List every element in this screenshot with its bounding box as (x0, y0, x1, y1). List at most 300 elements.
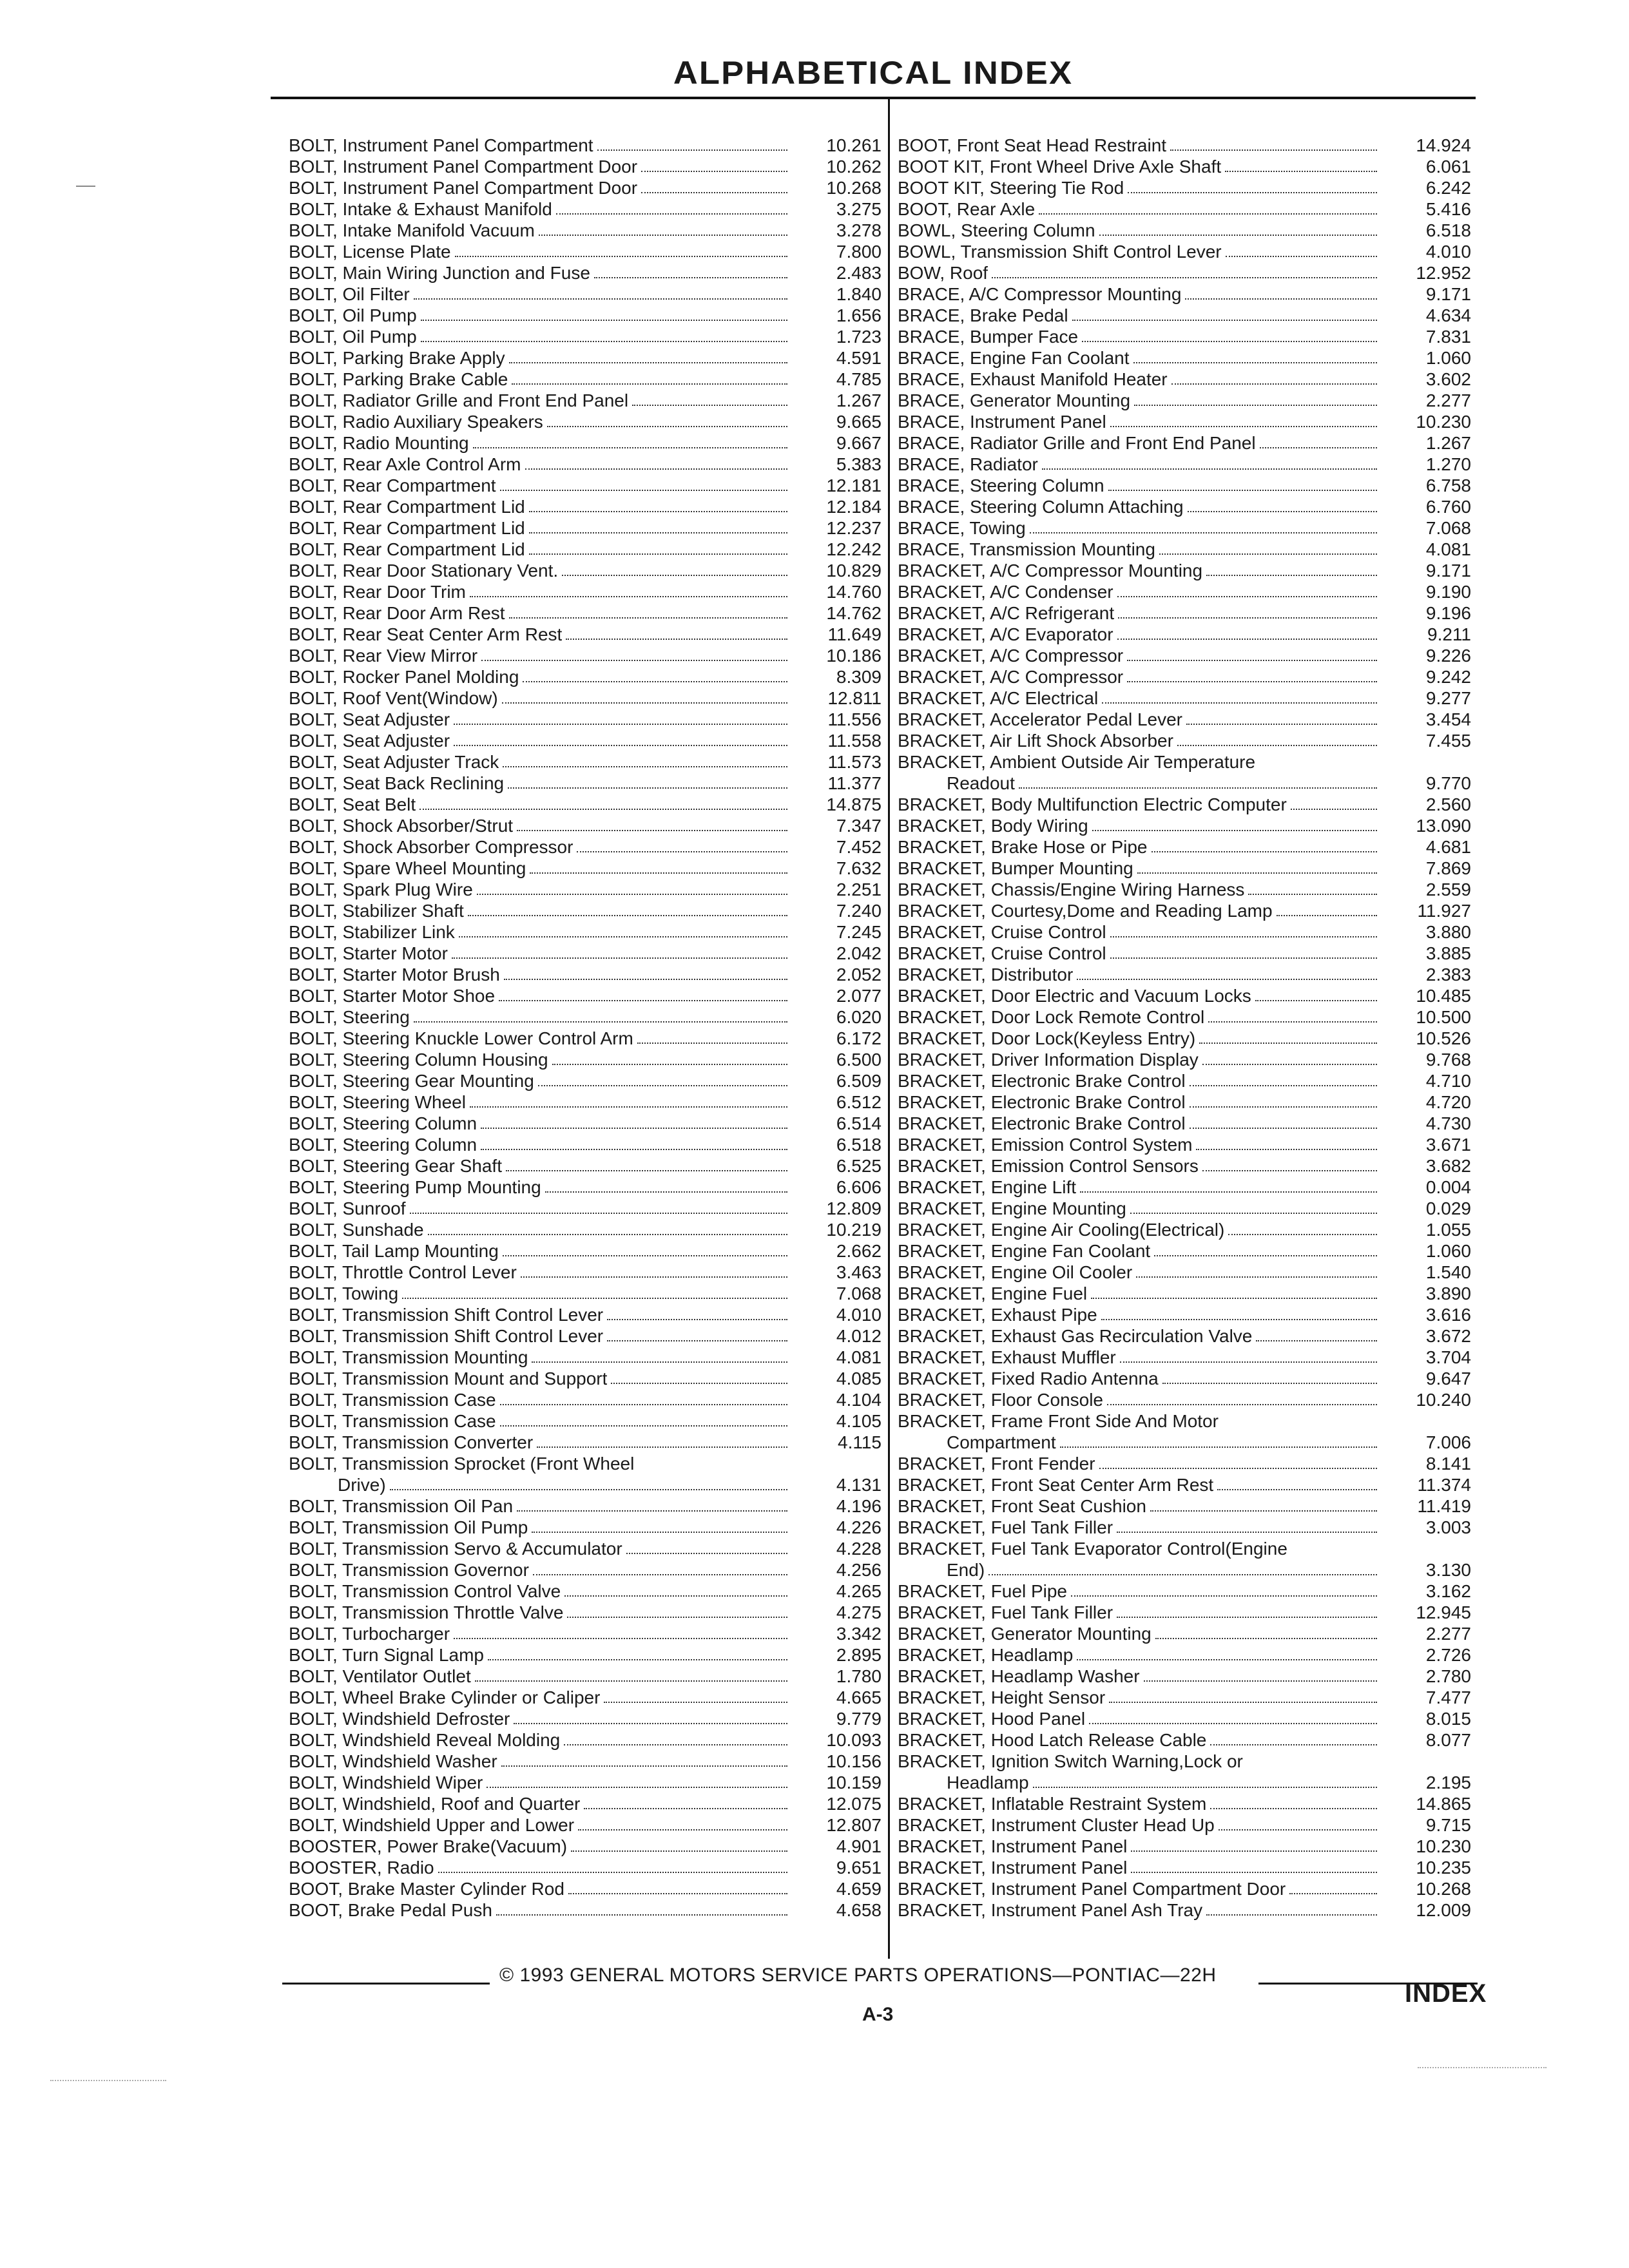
index-column-left (289, 135, 882, 1921)
index-entry-page: 7.240 (836, 901, 882, 921)
index-entry (289, 1368, 882, 1389)
index-entry-label: BRACKET, Bumper Mounting (898, 858, 1133, 878)
index-entry-page: 7.632 (836, 858, 882, 878)
index-entry (898, 794, 1471, 815)
dot-leader (1117, 1532, 1377, 1533)
dot-leader (992, 277, 1377, 278)
index-entry (289, 1304, 882, 1325)
index-entry-page: 6.518 (836, 1135, 882, 1155)
index-entry-label: BOLT, Oil Filter (289, 284, 410, 304)
dot-leader (556, 213, 787, 215)
dot-leader (567, 1617, 787, 1618)
index-entry (898, 730, 1471, 751)
index-entry-label: BOOSTER, Power Brake(Vacuum) (289, 1836, 568, 1856)
index-entry (898, 475, 1471, 496)
index-entry-label: BOLT, Seat Back Reclining (289, 773, 505, 793)
index-entry (289, 1113, 882, 1134)
index-entry-label: BOLT, Seat Adjuster (289, 731, 450, 751)
dot-leader (571, 1850, 787, 1852)
index-entry (289, 921, 882, 943)
dot-leader (1159, 553, 1377, 555)
index-entry (289, 602, 882, 624)
index-entry (289, 262, 882, 284)
index-entry (289, 1389, 882, 1410)
index-entry (898, 1028, 1471, 1049)
dot-leader (1208, 1021, 1377, 1023)
dot-leader (454, 1638, 787, 1639)
index-entry-label: BOOT, Brake Pedal Push (289, 1900, 492, 1920)
index-entry (289, 305, 882, 326)
index-entry-label: BOLT, Transmission Sprocket (Front Wheel (289, 1454, 635, 1474)
index-entry-continuation: Compartment (947, 1432, 1056, 1452)
index-entry-page: 3.342 (836, 1624, 882, 1644)
index-entry-label: BOLT, Turn Signal Lamp (289, 1645, 484, 1665)
index-entry (289, 1262, 882, 1283)
dot-leader (1110, 426, 1377, 427)
index-entry (289, 1283, 882, 1304)
index-entry-page: 10.829 (826, 561, 882, 581)
index-entry (289, 1814, 882, 1836)
index-entry (289, 1432, 882, 1453)
dot-leader (568, 1893, 787, 1894)
index-entry (289, 1793, 882, 1814)
dot-leader (506, 1170, 787, 1171)
index-entry-label: BRACKET, Instrument Panel Compartment Door (898, 1879, 1286, 1899)
index-entry (289, 1325, 882, 1347)
index-entry-page: 8.141 (1425, 1454, 1471, 1474)
index-entry-label: BRACKET, Door Lock(Keyless Entry) (898, 1028, 1196, 1048)
index-entry-page: 1.780 (836, 1666, 882, 1686)
index-entry-label: BOLT, Steering Gear Mounting (289, 1071, 534, 1091)
index-entry-label: BRACKET, A/C Compressor Mounting (898, 561, 1203, 581)
index-entry-page: 3.130 (1425, 1560, 1471, 1580)
index-entry-page: 12.009 (1416, 1900, 1471, 1920)
dot-leader (578, 1829, 787, 1831)
index-entry-page: 7.006 (1425, 1432, 1471, 1452)
dot-leader (607, 1340, 787, 1341)
index-entry (289, 1410, 882, 1432)
index-entry-page: 10.156 (826, 1751, 882, 1771)
dot-leader (1120, 1361, 1377, 1363)
index-entry-page: 7.452 (836, 837, 882, 857)
index-entry-label: BOLT, Oil Pump (289, 327, 417, 347)
dot-leader (1127, 660, 1377, 661)
scan-artifact-mark (50, 2080, 166, 2081)
index-entry-page: 8.077 (1425, 1730, 1471, 1750)
dot-leader (1291, 809, 1377, 810)
index-entry-label: BOLT, Steering Column (289, 1135, 477, 1155)
index-entry (289, 815, 882, 836)
dot-leader (1210, 1744, 1377, 1745)
index-entry-page: 10.186 (826, 646, 882, 666)
dot-leader (1162, 1383, 1377, 1384)
index-entry-label: BOLT, Shock Absorber Compressor (289, 837, 574, 857)
index-entry (289, 539, 882, 560)
index-entry-page: 6.760 (1425, 497, 1471, 517)
dot-leader (523, 681, 787, 682)
index-entry (898, 1219, 1471, 1240)
index-entry (289, 687, 882, 709)
index-entry-page: 9.667 (836, 433, 882, 453)
index-entry-page: 4.634 (1425, 305, 1471, 325)
index-entry-page: 7.869 (1425, 858, 1471, 878)
index-entry-label: BRACKET, Emission Control System (898, 1135, 1193, 1155)
index-entry-label: BRACKET, Body Wiring (898, 816, 1088, 836)
index-entry (289, 1666, 882, 1687)
dot-leader (1127, 681, 1377, 682)
dot-leader (1171, 383, 1377, 385)
dot-leader (1219, 1829, 1377, 1831)
title-rule (271, 97, 1476, 99)
index-entry-page: 4.010 (836, 1305, 882, 1325)
index-entry-page: 3.672 (1425, 1326, 1471, 1346)
dot-leader (1072, 320, 1377, 321)
section-label: INDEX (1405, 1979, 1487, 2008)
index-entry-label: BRACKET, Distributor (898, 965, 1074, 985)
index-entry-page: 4.720 (1425, 1092, 1471, 1112)
dot-leader (517, 830, 787, 831)
index-entry-page: 10.230 (1416, 1836, 1471, 1856)
index-entry-label: BOLT, Transmission Case (289, 1390, 496, 1410)
index-entry-page: 10.240 (1416, 1390, 1471, 1410)
index-entry-page: 6.518 (1425, 220, 1471, 240)
index-entry-page: 9.196 (1425, 603, 1471, 623)
index-entry-page: 13.090 (1416, 816, 1471, 836)
index-entry-label: BRACKET, Frame Front Side And Motor (898, 1411, 1219, 1431)
dot-leader (410, 1213, 787, 1214)
index-entry-label: BOLT, Steering Knuckle Lower Control Arm (289, 1028, 633, 1048)
index-entry-label: BRACKET, Fixed Radio Antenna (898, 1369, 1159, 1389)
index-entry-label: BRACE, Generator Mounting (898, 390, 1131, 410)
index-entry-label: BRACKET, Headlamp (898, 1645, 1074, 1665)
dot-leader (454, 745, 787, 746)
dot-leader (421, 320, 787, 321)
index-entry-label: BOLT, Seat Adjuster Track (289, 752, 499, 772)
dot-leader (1131, 1850, 1377, 1852)
index-entry-page: 2.662 (836, 1241, 882, 1261)
index-entry-label: BRACKET, A/C Evaporator (898, 624, 1113, 644)
index-entry (898, 1602, 1471, 1623)
index-entry-page: 12.952 (1416, 263, 1471, 283)
index-entry-page: 4.730 (1425, 1113, 1471, 1133)
index-entry (289, 156, 882, 177)
dot-leader (1039, 213, 1377, 215)
index-entry-label: BOLT, Rear Compartment Lid (289, 539, 525, 559)
index-entry (289, 730, 882, 751)
index-entry (289, 1772, 882, 1793)
scan-artifact-mark (1418, 2067, 1547, 2068)
dot-leader (1109, 1702, 1377, 1703)
index-entry-page: 11.419 (1417, 1496, 1471, 1516)
index-entry-label: BOLT, Stabilizer Shaft (289, 901, 464, 921)
index-entry-label: BOLT, Steering Column Housing (289, 1050, 548, 1070)
index-entry-label: BOOSTER, Radio (289, 1858, 434, 1878)
index-entry-page: 11.649 (827, 624, 882, 644)
index-entry-label: BOOT KIT, Steering Tie Rod (898, 178, 1124, 198)
index-entry-page: 2.195 (1425, 1773, 1471, 1792)
dot-leader (470, 1106, 787, 1108)
index-entry-label: BOLT, Instrument Panel Compartment (289, 135, 593, 155)
index-entry-label: BRACKET, Exhaust Pipe (898, 1305, 1097, 1325)
index-entry-label: BOLT, Steering (289, 1007, 410, 1027)
index-entry-page: 3.890 (1425, 1283, 1471, 1303)
index-entry-label: BRACE, Instrument Panel (898, 412, 1106, 432)
index-entry-page: 4.659 (836, 1879, 882, 1899)
index-entry (898, 836, 1471, 858)
index-entry-page: 9.211 (1427, 624, 1471, 644)
index-entry (289, 1559, 882, 1581)
index-entry-label: BRACKET, Engine Fuel (898, 1283, 1088, 1303)
index-entry (898, 1666, 1471, 1687)
index-entry (898, 1155, 1471, 1177)
dot-leader (402, 1298, 787, 1299)
index-entry (898, 1793, 1471, 1814)
dot-leader (503, 766, 787, 767)
index-entry-page: 12.811 (827, 688, 882, 708)
index-entry (898, 815, 1471, 836)
dot-leader (421, 341, 787, 342)
dot-leader (468, 915, 787, 916)
index-entry (289, 1602, 882, 1623)
dot-leader (1154, 1255, 1377, 1256)
index-entry (898, 347, 1471, 369)
index-entry-label: BRACKET, Air Lift Shock Absorber (898, 731, 1173, 751)
index-entry-page: 7.245 (836, 922, 882, 942)
index-entry-page: 8.309 (836, 667, 882, 687)
index-entry (898, 1177, 1471, 1198)
index-entry-page: 1.723 (836, 327, 882, 347)
dot-leader (1217, 1489, 1377, 1490)
index-entry-page: 2.560 (1425, 794, 1471, 814)
index-entry-label: BOLT, Seat Belt (289, 794, 416, 814)
index-entry-label: BRACKET, Floor Console (898, 1390, 1104, 1410)
index-entry (289, 1177, 882, 1198)
dot-leader (454, 724, 787, 725)
index-entry-page: 7.831 (1425, 327, 1471, 347)
index-entry-label: BOLT, Transmission Servo & Accumulator (289, 1539, 622, 1559)
dot-leader (1199, 1043, 1377, 1044)
index-entry-page: 4.226 (836, 1517, 882, 1537)
dot-leader (1137, 872, 1377, 874)
index-entry-page: 6.172 (836, 1028, 882, 1048)
index-entry-label: BOLT, Rear Compartment Lid (289, 497, 525, 517)
index-entry-page: 2.277 (1425, 390, 1471, 410)
index-entry-page: 14.762 (826, 603, 882, 623)
page-number: A-3 (862, 2004, 894, 2025)
index-entry-page: 3.463 (836, 1262, 882, 1282)
index-entry-label: BRACE, Transmission Mounting (898, 539, 1155, 559)
index-entry (289, 241, 882, 262)
dot-leader (459, 936, 787, 937)
index-entry-page: 3.885 (1425, 943, 1471, 963)
dot-leader (1260, 447, 1377, 448)
index-entry-page: 0.004 (1425, 1177, 1471, 1197)
dot-leader (438, 1872, 787, 1873)
index-entry-page: 4.131 (836, 1475, 882, 1495)
index-entry-page: 9.651 (836, 1858, 882, 1878)
index-entry (898, 369, 1471, 390)
dot-leader (1190, 1106, 1377, 1108)
dot-leader (566, 639, 787, 640)
index-entry-label: BOW, Roof (898, 263, 988, 283)
dot-leader (477, 894, 787, 895)
index-entry (289, 390, 882, 411)
index-entry-label: BOLT, Sunshade (289, 1220, 424, 1240)
index-entry (898, 773, 1471, 794)
dot-leader (532, 1361, 787, 1363)
dot-leader (1071, 1595, 1377, 1597)
dot-leader (607, 1319, 787, 1320)
index-entry (898, 1134, 1471, 1155)
index-entry (289, 1517, 882, 1538)
dot-leader (1210, 1808, 1377, 1809)
dot-leader (1092, 830, 1377, 831)
index-entry (289, 1198, 882, 1219)
index-entry-page: 12.242 (826, 539, 882, 559)
index-entry (898, 1368, 1471, 1389)
index-entry-label: BRACKET, A/C Refrigerant (898, 603, 1115, 623)
index-entry (289, 1155, 882, 1177)
index-entry-page: 10.500 (1416, 1007, 1471, 1027)
index-entry-label: BOLT, Transmission Throttle Valve (289, 1602, 564, 1622)
index-entry (289, 496, 882, 517)
index-entry (898, 1283, 1471, 1304)
index-entry (289, 836, 882, 858)
index-entry-label: BRACE, Engine Fan Coolant (898, 348, 1130, 368)
index-entry (289, 1028, 882, 1049)
dot-leader (1131, 1872, 1377, 1873)
index-entry-label: BRACKET, Door Electric and Vacuum Locks (898, 986, 1251, 1006)
index-entry (289, 369, 882, 390)
dot-leader (1089, 1723, 1377, 1724)
index-entry-label: BOLT, Parking Brake Cable (289, 369, 508, 389)
index-entry (898, 1049, 1471, 1070)
index-entry-page: 2.077 (836, 986, 882, 1006)
index-entry-page: 4.228 (836, 1539, 882, 1559)
index-entry (898, 1729, 1471, 1751)
dot-leader (500, 1404, 787, 1405)
index-entry (289, 879, 882, 900)
index-entry-label: BOLT, Windshield, Roof and Quarter (289, 1794, 581, 1814)
dot-leader (529, 553, 787, 555)
dot-leader (1206, 1914, 1377, 1916)
dot-leader (584, 1808, 787, 1809)
index-entry-page: 10.093 (826, 1730, 882, 1750)
index-entry (289, 1899, 882, 1921)
dot-leader (529, 511, 787, 512)
index-entry (289, 985, 882, 1006)
dot-leader (1177, 745, 1377, 746)
index-entry (898, 1304, 1471, 1325)
index-entry (289, 411, 882, 432)
dot-leader (1256, 1340, 1377, 1341)
index-entry-label: BOLT, Rear Door Arm Rest (289, 603, 505, 623)
index-entry-label: BRACKET, Cruise Control (898, 922, 1106, 942)
index-entry (289, 1878, 882, 1899)
index-entry (898, 496, 1471, 517)
dot-leader (500, 490, 787, 491)
index-entry-label: BRACE, Brake Pedal (898, 305, 1068, 325)
index-entry (898, 1006, 1471, 1028)
index-entry-page: 2.052 (836, 965, 882, 985)
index-entry-page: 14.924 (1416, 135, 1471, 155)
index-entry-label: BRACKET, Chassis/Engine Wiring Harness (898, 879, 1245, 899)
index-entry-label: BOLT, Windshield Upper and Lower (289, 1815, 575, 1835)
dot-leader (500, 1425, 787, 1427)
index-entry (898, 1389, 1471, 1410)
index-entry-label: BRACKET, Engine Air Cooling(Electrical) (898, 1220, 1225, 1240)
index-entry-label: BOLT, Transmission Shift Control Lever (289, 1305, 604, 1325)
index-entry (289, 177, 882, 198)
dot-leader (1108, 490, 1377, 491)
index-entry-page: 2.559 (1425, 879, 1471, 899)
index-entry-label: BOLT, Roof Vent(Window) (289, 688, 498, 708)
dot-leader (455, 256, 787, 257)
index-entry-label: BRACKET, Courtesy,Dome and Reading Lamp (898, 901, 1273, 921)
index-entry-page: 12.809 (826, 1198, 882, 1218)
dot-leader (1185, 298, 1377, 300)
index-entry (289, 1049, 882, 1070)
index-entry-page: 4.105 (836, 1411, 882, 1431)
dot-leader (562, 575, 787, 576)
dot-leader (1202, 1170, 1377, 1171)
index-entry-page: 9.242 (1425, 667, 1471, 687)
index-entry-page: 14.875 (826, 794, 882, 814)
dot-leader (552, 1064, 787, 1065)
index-entry-label: BOLT, Shock Absorber/Strut (289, 816, 514, 836)
index-entry (289, 475, 882, 496)
index-entry (898, 624, 1471, 645)
index-entry (289, 943, 882, 964)
dot-leader (514, 1723, 787, 1724)
index-entry (289, 773, 882, 794)
index-entry-page: 2.895 (836, 1645, 882, 1665)
dot-leader (509, 362, 787, 363)
index-entry-page: 3.003 (1425, 1517, 1471, 1537)
index-entry (898, 1432, 1471, 1453)
index-entry (898, 1474, 1471, 1495)
index-entry-label: BOLT, Spare Wheel Mounting (289, 858, 526, 878)
index-entry-page: 1.267 (836, 390, 882, 410)
index-entry-label: BOLT, Transmission Control Valve (289, 1581, 561, 1601)
index-entry-label: BOOT, Rear Axle (898, 199, 1036, 219)
dot-leader (1144, 1680, 1377, 1682)
index-entry (898, 1113, 1471, 1134)
index-entry (898, 411, 1471, 432)
index-entry-label: BOLT, Intake Manifold Vacuum (289, 220, 535, 240)
dot-leader (496, 1914, 787, 1916)
index-entry-continuation: Drive) (338, 1475, 386, 1495)
index-entry-page: 1.267 (1425, 433, 1471, 453)
dot-leader (487, 1787, 787, 1788)
index-entry (289, 1581, 882, 1602)
index-entry (289, 1623, 882, 1644)
dot-leader (597, 149, 787, 151)
index-entry-label: BRACKET, Electronic Brake Control (898, 1092, 1186, 1112)
dot-leader (503, 1255, 787, 1256)
index-entry (898, 666, 1471, 687)
index-entry-label: BOLT, Transmission Governor (289, 1560, 529, 1580)
dot-leader (1077, 1659, 1377, 1660)
index-entry-page: 2.483 (836, 263, 882, 283)
index-entry (898, 1623, 1471, 1644)
index-entry-page: 9.779 (836, 1709, 882, 1729)
index-entry-label: BRACKET, Ignition Switch Warning,Lock or (898, 1751, 1243, 1771)
index-entry-page: 7.800 (836, 242, 882, 262)
index-entry-page: 5.383 (836, 454, 882, 474)
index-entry-label: BRACKET, Fuel Pipe (898, 1581, 1067, 1601)
index-entry-page: 10.262 (826, 157, 882, 177)
